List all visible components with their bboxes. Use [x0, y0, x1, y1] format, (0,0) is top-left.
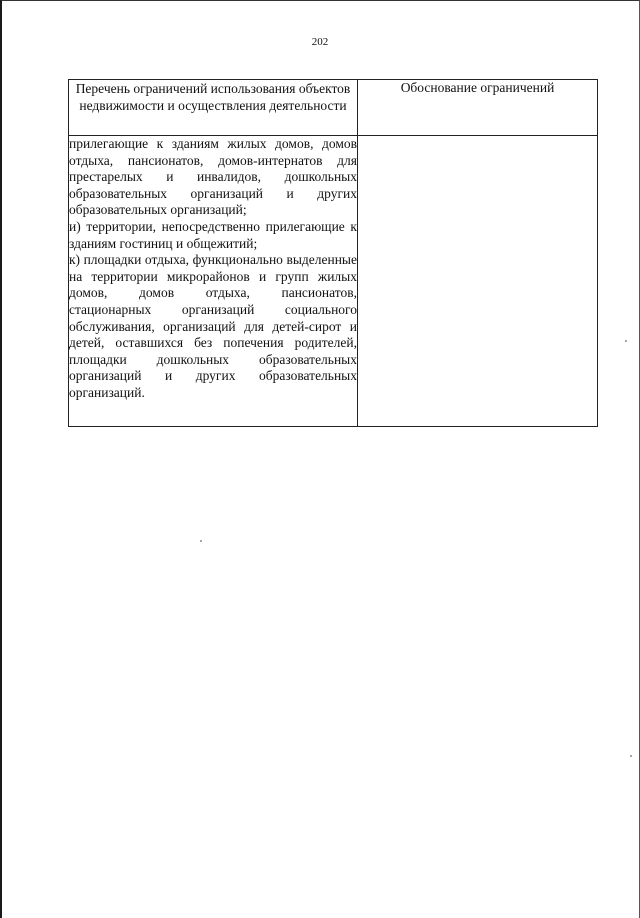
restrictions-cell	[69, 136, 358, 427]
justification-cell	[358, 136, 598, 427]
scan-speck	[630, 755, 632, 757]
header-restrictions-list: Перечень ограничений использования объектов недвижимости и осуществления деятельности	[69, 80, 358, 136]
restriction-paragraph: к) площадки отдыха, функционально выделенные на территории микрорайонов и групп жилых домов, домов отдыха, пансионатов, стационарных организаций социального обслуживания, организаций для детей-сирот и детей, оставшихся без попечения родителей, площадки дошкольных образовательных организаций и других образовательных организаций.	[69, 252, 357, 400]
restrictions-table	[68, 79, 598, 427]
table-header-row	[69, 80, 598, 136]
page-number: 202	[311, 36, 329, 48]
scan-speck	[625, 340, 627, 342]
restriction-paragraph: и) территории, непосредственно прилегающие к зданиям гостиниц и общежитий;	[69, 218, 357, 251]
header-justification: Обоснование ограничений	[358, 80, 598, 136]
restriction-paragraph: прилегающие к зданиям жилых домов, домов отдыха, пансионатов, домов-интернатов для престарелых и инвалидов, дошкольных образовательных организаций и других образовательных организаций;	[69, 136, 357, 218]
scan-speck	[200, 540, 202, 542]
table-row	[69, 136, 598, 427]
